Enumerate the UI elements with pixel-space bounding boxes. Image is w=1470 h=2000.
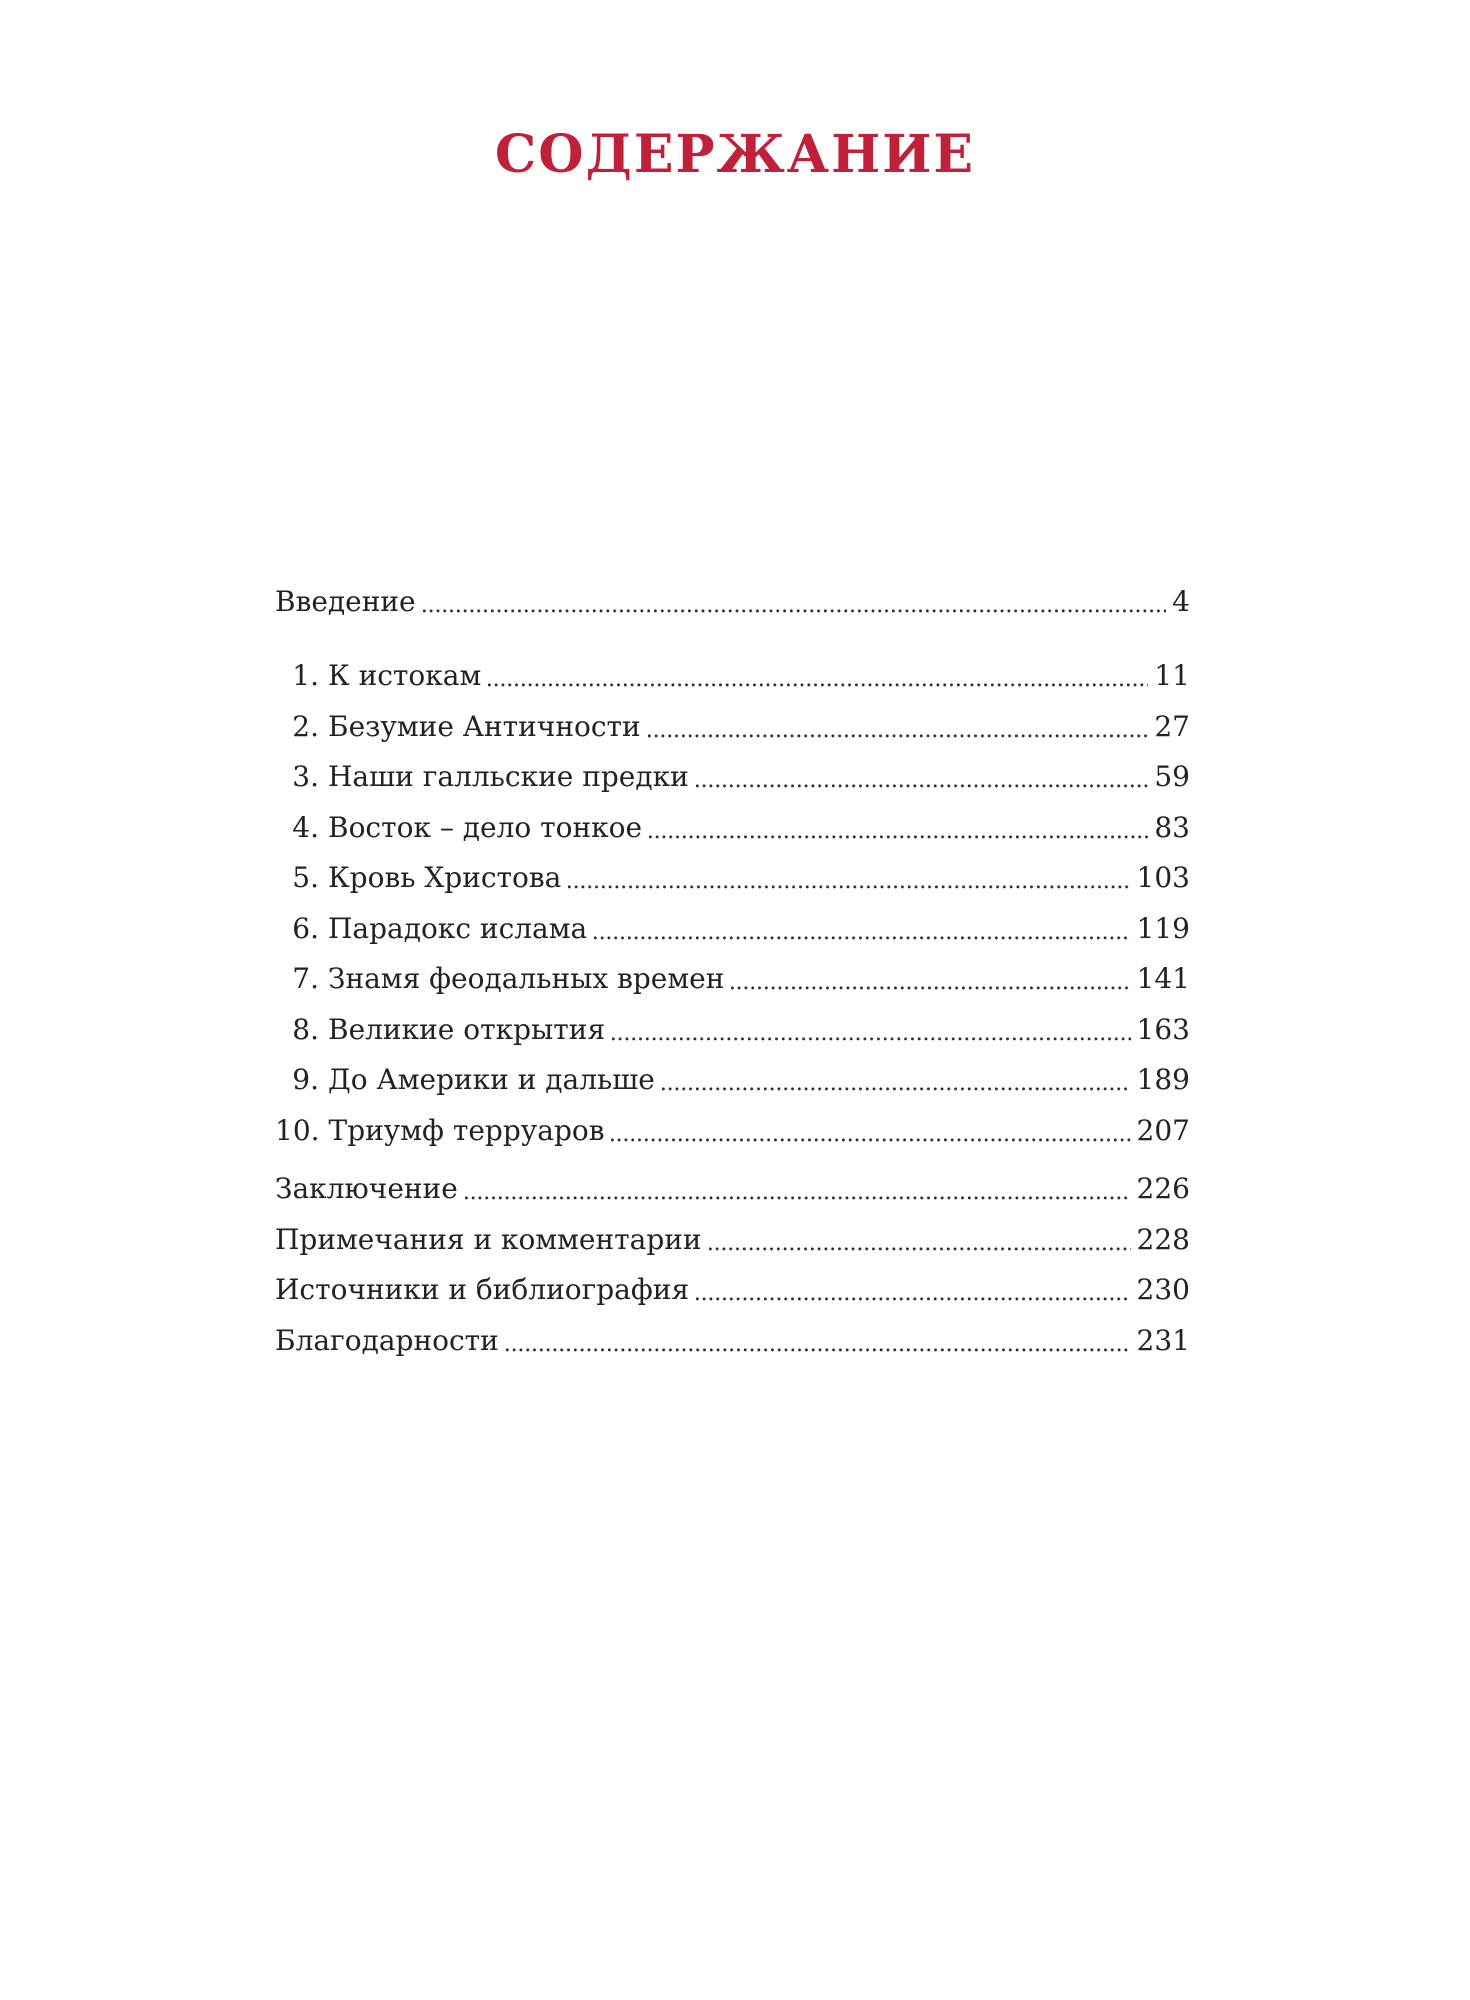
toc-row-number: 7. (292, 962, 319, 995)
toc-row-page: 103 (1136, 861, 1190, 894)
toc-row-label: Наши галльские предки (328, 760, 689, 793)
dot-leader (649, 835, 1148, 839)
toc-row-page: 230 (1136, 1273, 1190, 1306)
dot-leader (465, 1196, 1131, 1200)
toc-row-label: Введение (275, 585, 416, 618)
toc-row (275, 1324, 1190, 1358)
toc-row-page: 59 (1154, 760, 1190, 793)
toc-row-label: Заключение (275, 1172, 458, 1205)
dot-leader (662, 1087, 1131, 1091)
toc-row-label: Триумф терруаров (328, 1113, 605, 1147)
toc-row-number: 1. (292, 659, 319, 692)
toc-row (275, 1172, 1190, 1206)
toc-row (275, 710, 1190, 744)
toc-row-label: Знамя феодальных времен (328, 962, 725, 995)
toc-group-chapters (275, 659, 1190, 1148)
page-title: СОДЕРЖАНИЕ (494, 124, 976, 185)
toc-row-page: 119 (1136, 911, 1190, 945)
toc-row (275, 912, 1190, 946)
toc-row (275, 1063, 1190, 1097)
table-of-contents (275, 585, 1190, 1374)
dot-leader (696, 1297, 1130, 1301)
toc-row (275, 659, 1190, 693)
dot-leader (506, 1348, 1131, 1352)
toc-row-page: 226 (1136, 1172, 1190, 1205)
toc-row (275, 1273, 1190, 1307)
toc-row-page: 83 (1154, 810, 1190, 844)
toc-group-intro (275, 585, 1190, 619)
toc-row-label: Парадокс ислама (328, 911, 588, 945)
toc-row (275, 760, 1190, 794)
toc-row-number: 8. (292, 1012, 319, 1046)
dot-leader (488, 683, 1148, 687)
toc-row-page: 4 (1172, 585, 1190, 618)
toc-row-number: 5. (292, 861, 319, 894)
toc-row-page: 189 (1136, 1063, 1190, 1096)
toc-row-page: 231 (1136, 1323, 1190, 1357)
dot-leader (611, 1138, 1130, 1142)
dot-leader (709, 1247, 1131, 1251)
toc-row (275, 861, 1190, 895)
toc-row-label: Источники и библиография (275, 1273, 690, 1306)
toc-row (275, 811, 1190, 845)
dot-leader (648, 734, 1149, 738)
toc-row (275, 585, 1190, 619)
toc-row-page: 207 (1136, 1113, 1190, 1147)
toc-row-page: 11 (1154, 659, 1190, 692)
dot-leader (423, 609, 1167, 613)
toc-row-number: 10. (275, 1113, 320, 1147)
dot-leader (594, 936, 1130, 940)
dot-leader (731, 986, 1130, 990)
toc-row-label: Кровь Христова (328, 861, 562, 894)
toc-group-back-matter (275, 1172, 1190, 1358)
toc-row-label: К истокам (328, 659, 482, 692)
toc-row-number: 9. (292, 1063, 319, 1096)
toc-row (275, 1114, 1190, 1148)
toc-row-number: 4. (292, 810, 319, 844)
dot-leader (612, 1037, 1130, 1041)
dot-leader (696, 784, 1149, 788)
dot-leader (568, 885, 1130, 889)
toc-row-label: До Америки и дальше (328, 1063, 655, 1096)
toc-row-page: 163 (1136, 1012, 1190, 1046)
toc-row-label: Благодарности (275, 1323, 499, 1357)
toc-row-number: 6. (292, 911, 319, 945)
toc-row-number: 2. (292, 709, 319, 743)
toc-row-page: 27 (1154, 709, 1190, 743)
toc-row (275, 1223, 1190, 1257)
toc-row (275, 962, 1190, 996)
toc-row-label: Восток – дело тонкое (328, 810, 643, 844)
toc-row-label: Великие открытия (328, 1012, 606, 1046)
toc-row (275, 1013, 1190, 1047)
toc-row-label: Безумие Античности (328, 709, 641, 743)
toc-row-page: 141 (1136, 962, 1190, 995)
toc-row-number: 3. (292, 760, 319, 793)
toc-row-page: 228 (1136, 1222, 1190, 1256)
toc-row-label: Примечания и комментарии (275, 1222, 702, 1256)
